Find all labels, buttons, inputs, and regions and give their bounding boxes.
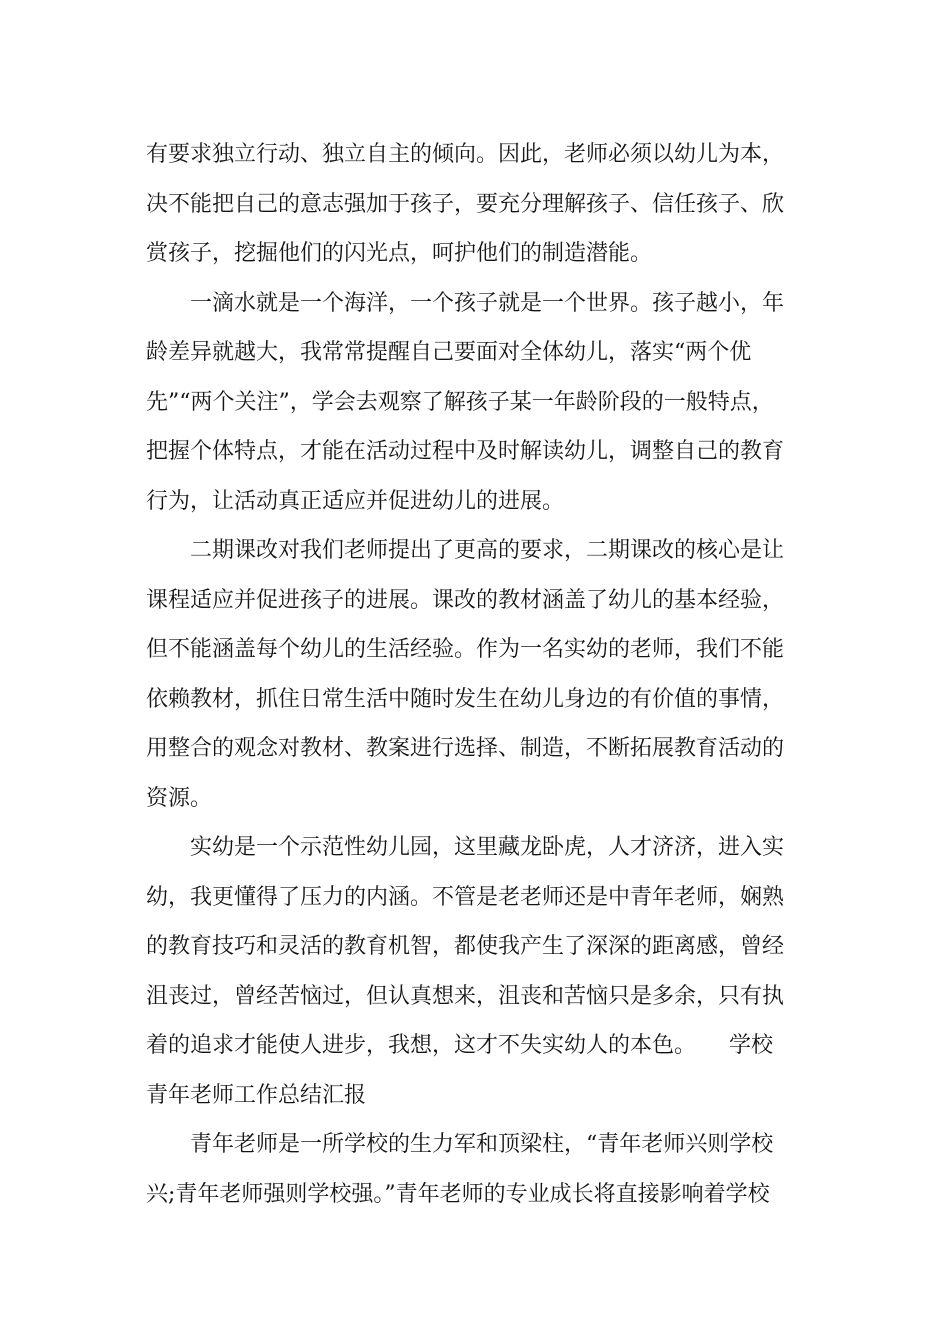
text-line: 青年老师工作总结汇报 [146, 1082, 367, 1108]
text-line: 的教育技巧和灵活的教育机智，都使我产生了深深的距离感，曾经 [146, 934, 785, 959]
text-line: 龄差异就越大，我常常提醒自己要面对全体幼儿，落实“两个优 [146, 340, 752, 365]
text-line: 二期课改对我们老师提出了更高的要求，二期课改的核心是让 [190, 538, 785, 563]
text-line: 但不能涵盖每个幼儿的生活经验。作为一名实幼的老师，我们不能 [146, 637, 785, 662]
text-line: 青年老师是一所学校的生力军和顶梁柱，“青年老师兴则学校 [190, 1132, 774, 1157]
text-line: 资源。 [146, 785, 213, 811]
text-line: 把握个体特点，才能在活动过程中及时解读幼儿，调整自己的教育 [146, 439, 785, 464]
text-line: 一滴水就是一个海洋，一个孩子就是一个世界。孩子越小，年 [190, 290, 785, 316]
text-line: 着的追求才能使人进步，我想，这才不失实幼人的本色。 学校 [146, 1033, 774, 1058]
text-line: 有要求独立行动、独立自主的倾向。因此，老师必须以幼儿为本， [146, 142, 785, 167]
text-line: 沮丧过，曾经苦恼过，但认真想来，沮丧和苦恼只是多余，只有执 [146, 983, 785, 1009]
body-text [146, 130, 808, 1219]
text-line: 先”“两个关注”，学会去观察了解孩子某一年龄阶段的一般特点， [146, 389, 774, 415]
text-line: 实幼是一个示范性幼儿园，这里藏龙卧虎，人才济济，进入实 [190, 835, 785, 860]
text-line: 赏孩子，挖掘他们的闪光点，呵护他们的制造潜能。 [146, 241, 653, 266]
text-line: 幼，我更懂得了压力的内涵。不管是老老师还是中青年老师，娴熟 [146, 884, 785, 910]
text-line: 决不能把自己的意志强加于孩子，要充分理解孩子、信任孩子、欣 [146, 191, 785, 217]
text-line: 课程适应并促进孩子的进展。课改的教材涵盖了幼儿的基本经验， [146, 587, 785, 613]
text-line: 依赖教材，抓住日常生活中随时发生在幼儿身边的有价值的事情， [146, 686, 785, 712]
text-line: 用整合的观念对教材、教案进行选择、制造，不断拓展教育活动的 [146, 736, 785, 761]
text-line: 兴;青年老师强则学校强。”青年老师的专业成长将直接影响着学校 [146, 1181, 770, 1207]
text-line: 行为，让活动真正适应并促进幼儿的进展。 [146, 488, 565, 514]
